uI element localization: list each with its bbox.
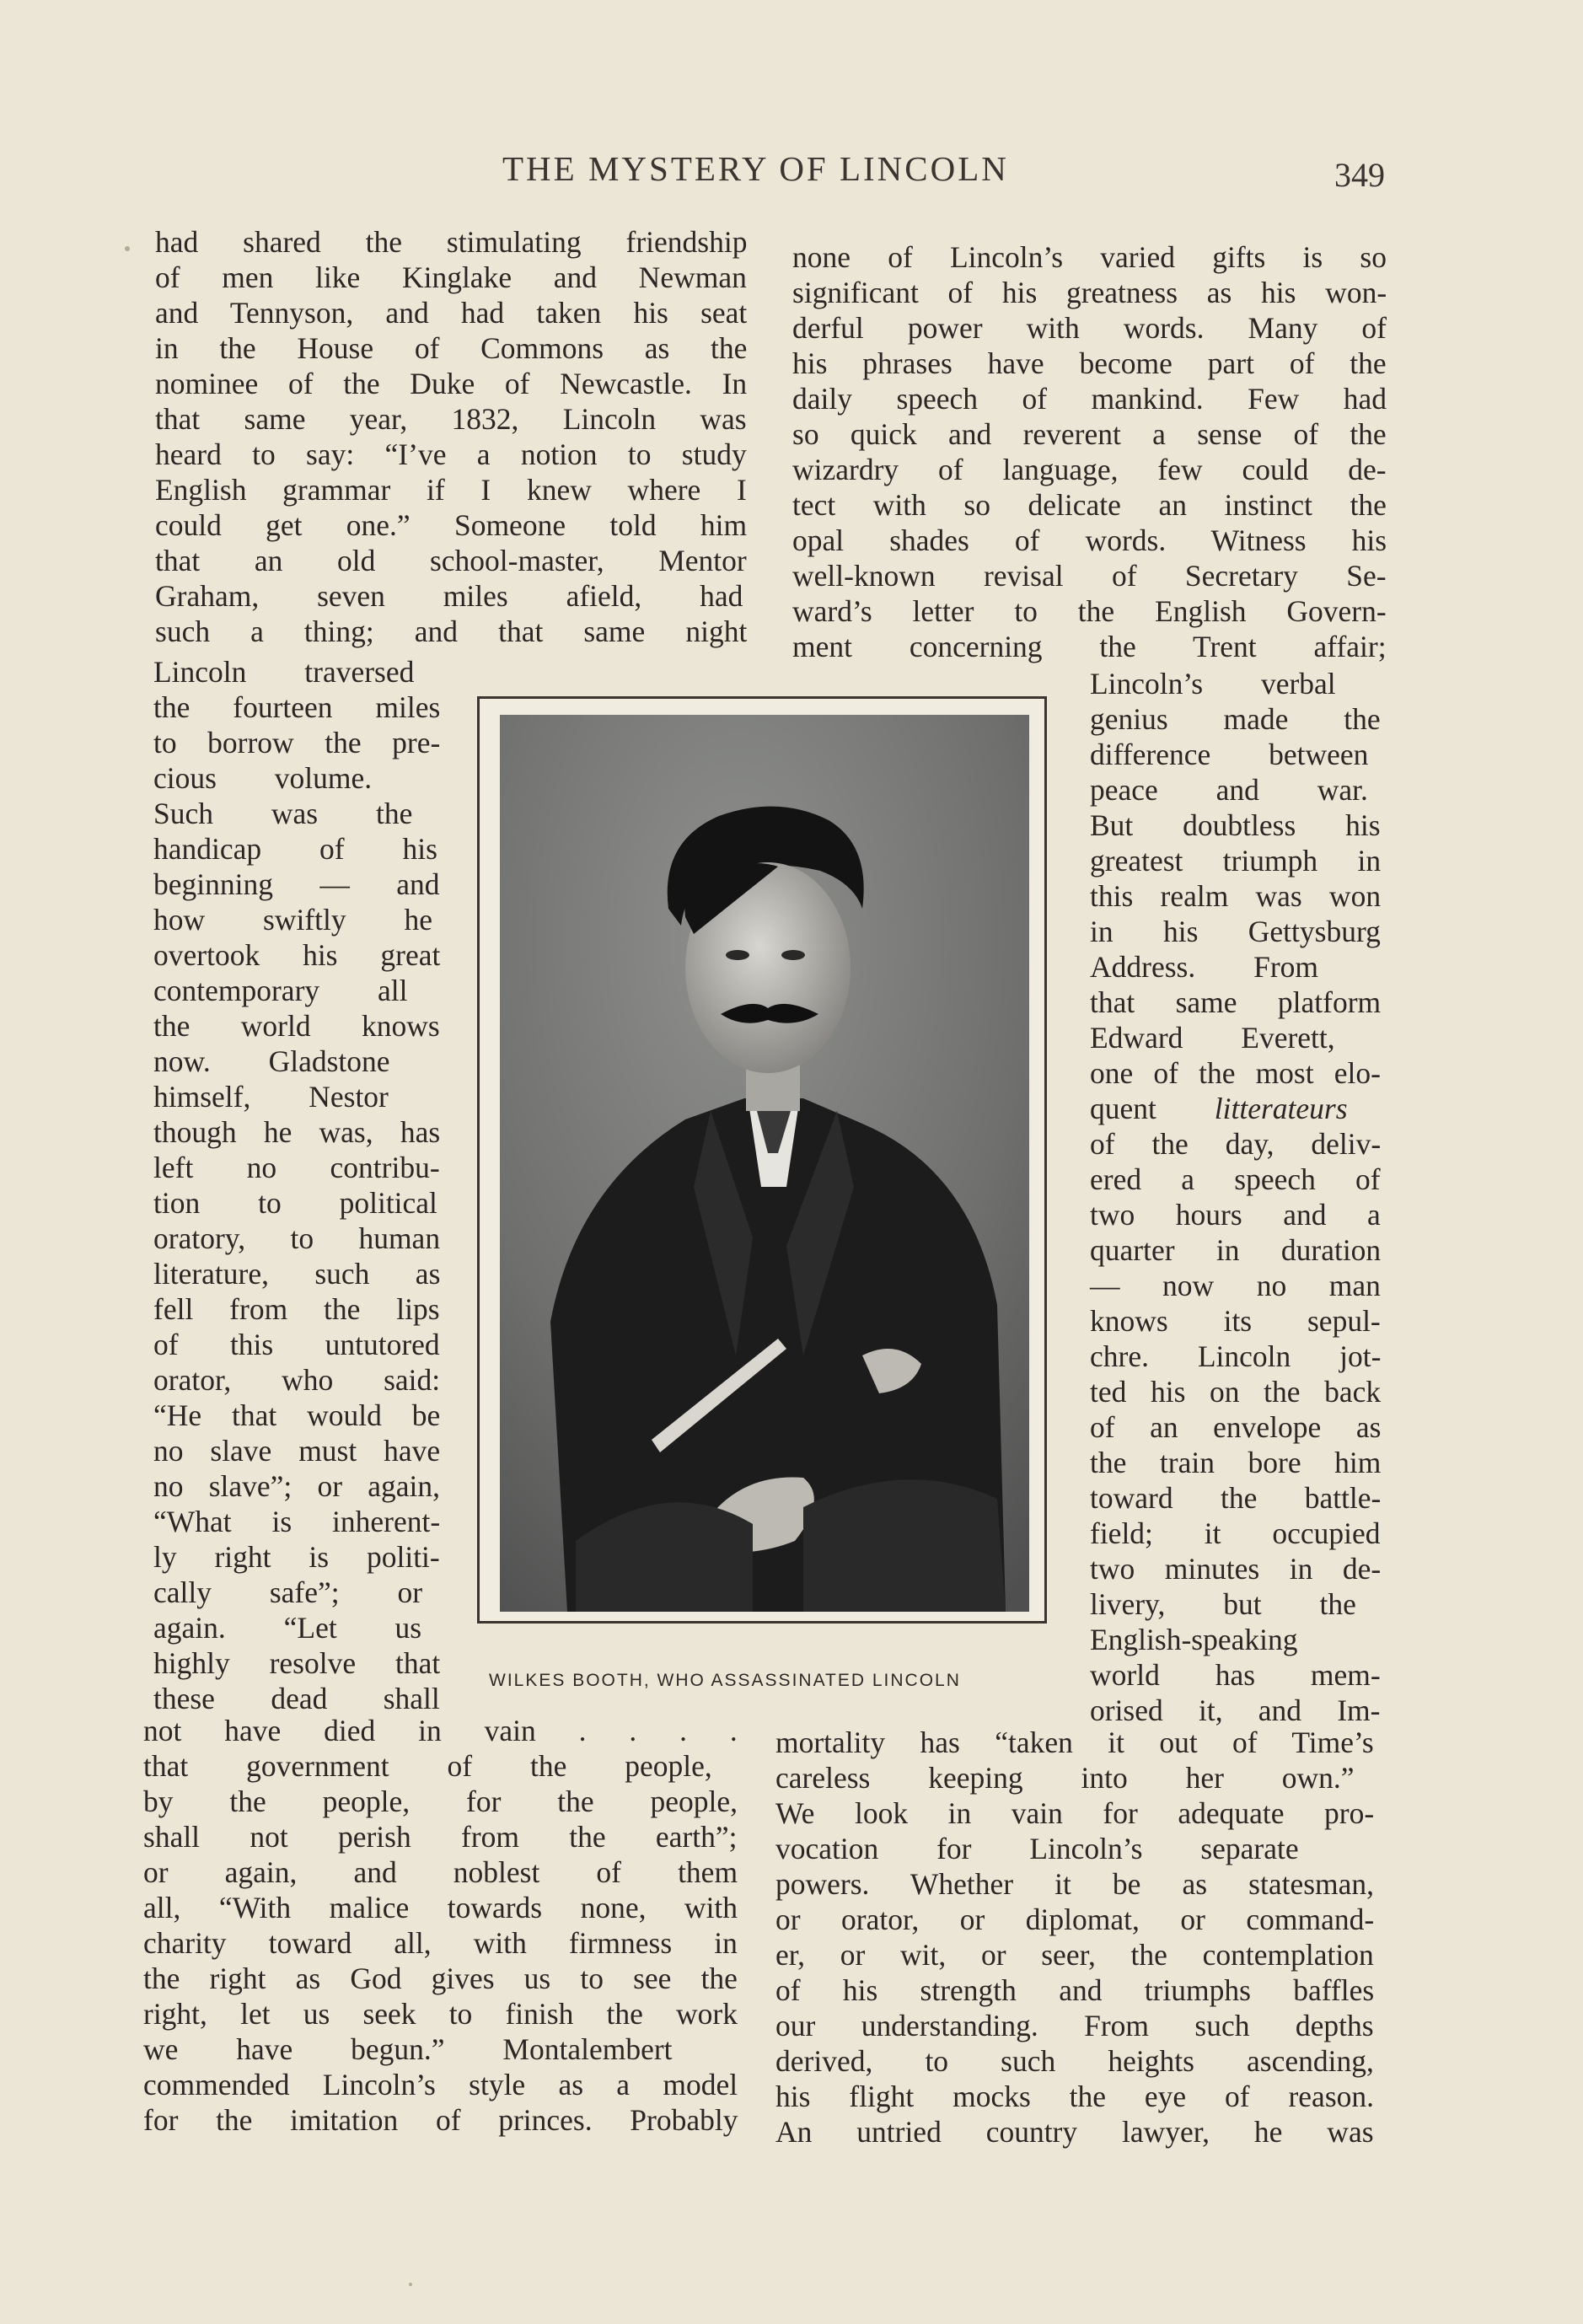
text-line: tion to political xyxy=(153,1186,437,1220)
text-line: ted his on the back xyxy=(1090,1375,1382,1409)
text-line: er, or wit, or seer, the contemplation xyxy=(775,1938,1374,1972)
text-line: all, “With malice towards none, with xyxy=(143,1891,738,1924)
text-line: quarter in duration xyxy=(1090,1233,1382,1267)
text-line: English grammar if I knew where I xyxy=(155,473,747,507)
text-line: We look in vain for adequate pro- xyxy=(775,1796,1375,1830)
text-line: right, let us seek to finish the work xyxy=(143,1997,738,2031)
text-line: world has mem- xyxy=(1090,1658,1381,1692)
text-line: of his strength and triumphs baffles xyxy=(775,1973,1375,2007)
text-line: tect with so delicate an instinct the xyxy=(792,488,1387,522)
text-line: no slave must have xyxy=(153,1434,441,1468)
text-line: not have died in vain . . . . xyxy=(143,1714,738,1747)
text-line: An untried country lawyer, he was xyxy=(775,2115,1374,2149)
photo-caption: WILKES BOOTH, WHO ASSASSINATED LINCOLN xyxy=(489,1671,961,1690)
text-line: or orator, or diplomat, or command- xyxy=(775,1903,1375,1936)
text-line: beginning — and xyxy=(153,867,440,901)
text-line: chre. Lincoln jot- xyxy=(1090,1339,1382,1373)
portrait-photograph xyxy=(500,715,1029,1612)
text-line: fell from the lips xyxy=(153,1292,440,1326)
text-line: none of Lincoln’s varied gifts is so xyxy=(792,240,1387,274)
text-line: ered a speech of xyxy=(1090,1162,1381,1196)
text-line: difference between xyxy=(1090,738,1369,771)
text-line: cally safe”; or xyxy=(153,1575,423,1609)
text-line: that an old school-master, Mentor xyxy=(155,544,747,577)
text-line: or again, and noblest of them xyxy=(143,1855,738,1889)
text-line: nominee of the Duke of Newcastle. In xyxy=(155,367,748,400)
text-line: toward the battle- xyxy=(1090,1481,1382,1515)
text-line: significant of his greatness as his won- xyxy=(792,276,1387,309)
text-line: Address. From xyxy=(1090,950,1319,984)
text-line: literature, such as xyxy=(153,1257,441,1291)
text-line: livery, but the xyxy=(1090,1587,1356,1621)
text-line: so quick and reverent a sense of the xyxy=(792,417,1387,451)
page-number: 349 xyxy=(1334,156,1385,194)
text-line: no slave”; or again, xyxy=(153,1469,441,1503)
text-line: the world knows xyxy=(153,1009,440,1043)
text-line: vocation for Lincoln’s separate xyxy=(775,1832,1299,1865)
text-line: overtook his great xyxy=(153,938,441,972)
text-line: left no contribu- xyxy=(153,1151,440,1184)
text-line: two minutes in de- xyxy=(1090,1552,1382,1586)
text-line: shall not perish from the earth”; xyxy=(143,1820,738,1854)
margin-mark xyxy=(125,246,130,251)
text-line: “He that would be xyxy=(153,1398,441,1432)
text-line: that same platform xyxy=(1090,985,1382,1019)
text-line: one of the most elo- xyxy=(1090,1056,1381,1090)
text-line: this realm was won xyxy=(1090,879,1382,913)
text-line: such a thing; and that same night xyxy=(155,615,748,648)
text-line: ward’s letter to the English Govern- xyxy=(792,594,1387,628)
text-line: the train bore him xyxy=(1090,1446,1382,1479)
text-line: though he was, has xyxy=(153,1115,441,1149)
text-line: for the imitation of princes. Probably xyxy=(143,2103,738,2137)
text-line: to borrow the pre- xyxy=(153,726,441,759)
text-line: we have begun.” Montalembert xyxy=(143,2032,673,2066)
text-line: highly resolve that xyxy=(153,1646,441,1680)
text-line: peace and war. xyxy=(1090,773,1368,807)
text-line: knows its sepul- xyxy=(1090,1304,1381,1338)
text-line: himself, Nestor xyxy=(153,1080,389,1114)
text-line: “What is inherent- xyxy=(153,1505,441,1538)
text-line: the right as God gives us to see the xyxy=(143,1962,738,1995)
text-line: opal shades of words. Witness his xyxy=(792,523,1387,557)
text-line: his flight mocks the eye of reason. xyxy=(775,2080,1375,2113)
text-line: derived, to such heights ascending, xyxy=(775,2044,1374,2078)
paper-speck xyxy=(409,2283,412,2286)
text-line: Graham, seven miles afield, had xyxy=(155,579,743,613)
text-line: contemporary all xyxy=(153,974,408,1007)
text-line: in the House of Commons as the xyxy=(155,331,748,365)
text-line: genius made the xyxy=(1090,702,1381,736)
text-line: orised it, and Im- xyxy=(1090,1693,1381,1727)
text-line: by the people, for the people, xyxy=(143,1785,738,1818)
text-line: his phrases have become part of the xyxy=(792,346,1387,380)
text-line: well-known revisal of Secretary Se- xyxy=(792,559,1387,593)
text-line: Such was the xyxy=(153,797,413,830)
text-line: how swiftly he xyxy=(153,903,433,937)
text-line: Lincoln traversed xyxy=(153,655,415,689)
text-line: But doubtless his xyxy=(1090,808,1381,842)
text-line: could get one.” Someone told him xyxy=(155,508,748,542)
text-line: quent litterateurs xyxy=(1090,1092,1348,1125)
text-line: heard to say: “I’ve a notion to study xyxy=(155,437,747,471)
text-line: our understanding. From such depths xyxy=(775,2009,1374,2042)
text-line: had shared the stimulating friendship xyxy=(155,225,748,259)
italic-word: litterateurs xyxy=(1214,1092,1348,1125)
text-line: commended Lincoln’s style as a model xyxy=(143,2068,738,2101)
text-line: the fourteen miles xyxy=(153,690,441,724)
text-line: again. “Let us xyxy=(153,1611,422,1645)
running-title: THE MYSTERY OF LINCOLN xyxy=(502,149,1009,188)
text-line: these dead shall xyxy=(153,1682,440,1715)
text-line: Edward Everett, xyxy=(1090,1021,1335,1055)
text-line: careless keeping into her own.” xyxy=(775,1761,1355,1795)
text-line: of this untutored xyxy=(153,1328,440,1361)
text-line: — now no man xyxy=(1090,1269,1381,1302)
text-line: orator, who said: xyxy=(153,1363,441,1397)
text-line: wizardry of language, few could de- xyxy=(792,453,1387,486)
text-line: derful power with words. Many of xyxy=(792,311,1387,345)
text-line: English-speaking xyxy=(1090,1623,1298,1656)
text-line: mortality has “taken it out of Time’s xyxy=(775,1726,1374,1759)
text-line: ment concerning the Trent affair; xyxy=(792,630,1387,663)
text-line: greatest triumph in xyxy=(1090,844,1382,878)
text-line: daily speech of mankind. Few had xyxy=(792,382,1387,416)
text-line: that same year, 1832, Lincoln was xyxy=(155,402,747,436)
text-line: Lincoln’s verbal xyxy=(1090,667,1336,700)
portrait-illustration xyxy=(500,715,1029,1612)
text-line: that government of the people, xyxy=(143,1749,712,1783)
text-line: and Tennyson, and had taken his seat xyxy=(155,296,748,330)
text-line: ly right is politi- xyxy=(153,1540,440,1574)
text-line: now. Gladstone xyxy=(153,1044,390,1078)
text-line: two hours and a xyxy=(1090,1198,1381,1232)
text-line: field; it occupied xyxy=(1090,1516,1381,1550)
text-line: handicap of his xyxy=(153,832,437,866)
text-line: charity toward all, with firmness in xyxy=(143,1926,738,1960)
text-line: cious volume. xyxy=(153,761,373,795)
text-line: of men like Kinglake and Newman xyxy=(155,260,747,294)
text-line: in his Gettysburg xyxy=(1090,915,1381,948)
text-line: oratory, to human xyxy=(153,1221,441,1255)
text-line: powers. Whether it be as statesman, xyxy=(775,1867,1375,1901)
text-line: of an envelope as xyxy=(1090,1410,1382,1444)
text-line: of the day, deliv- xyxy=(1090,1127,1382,1161)
